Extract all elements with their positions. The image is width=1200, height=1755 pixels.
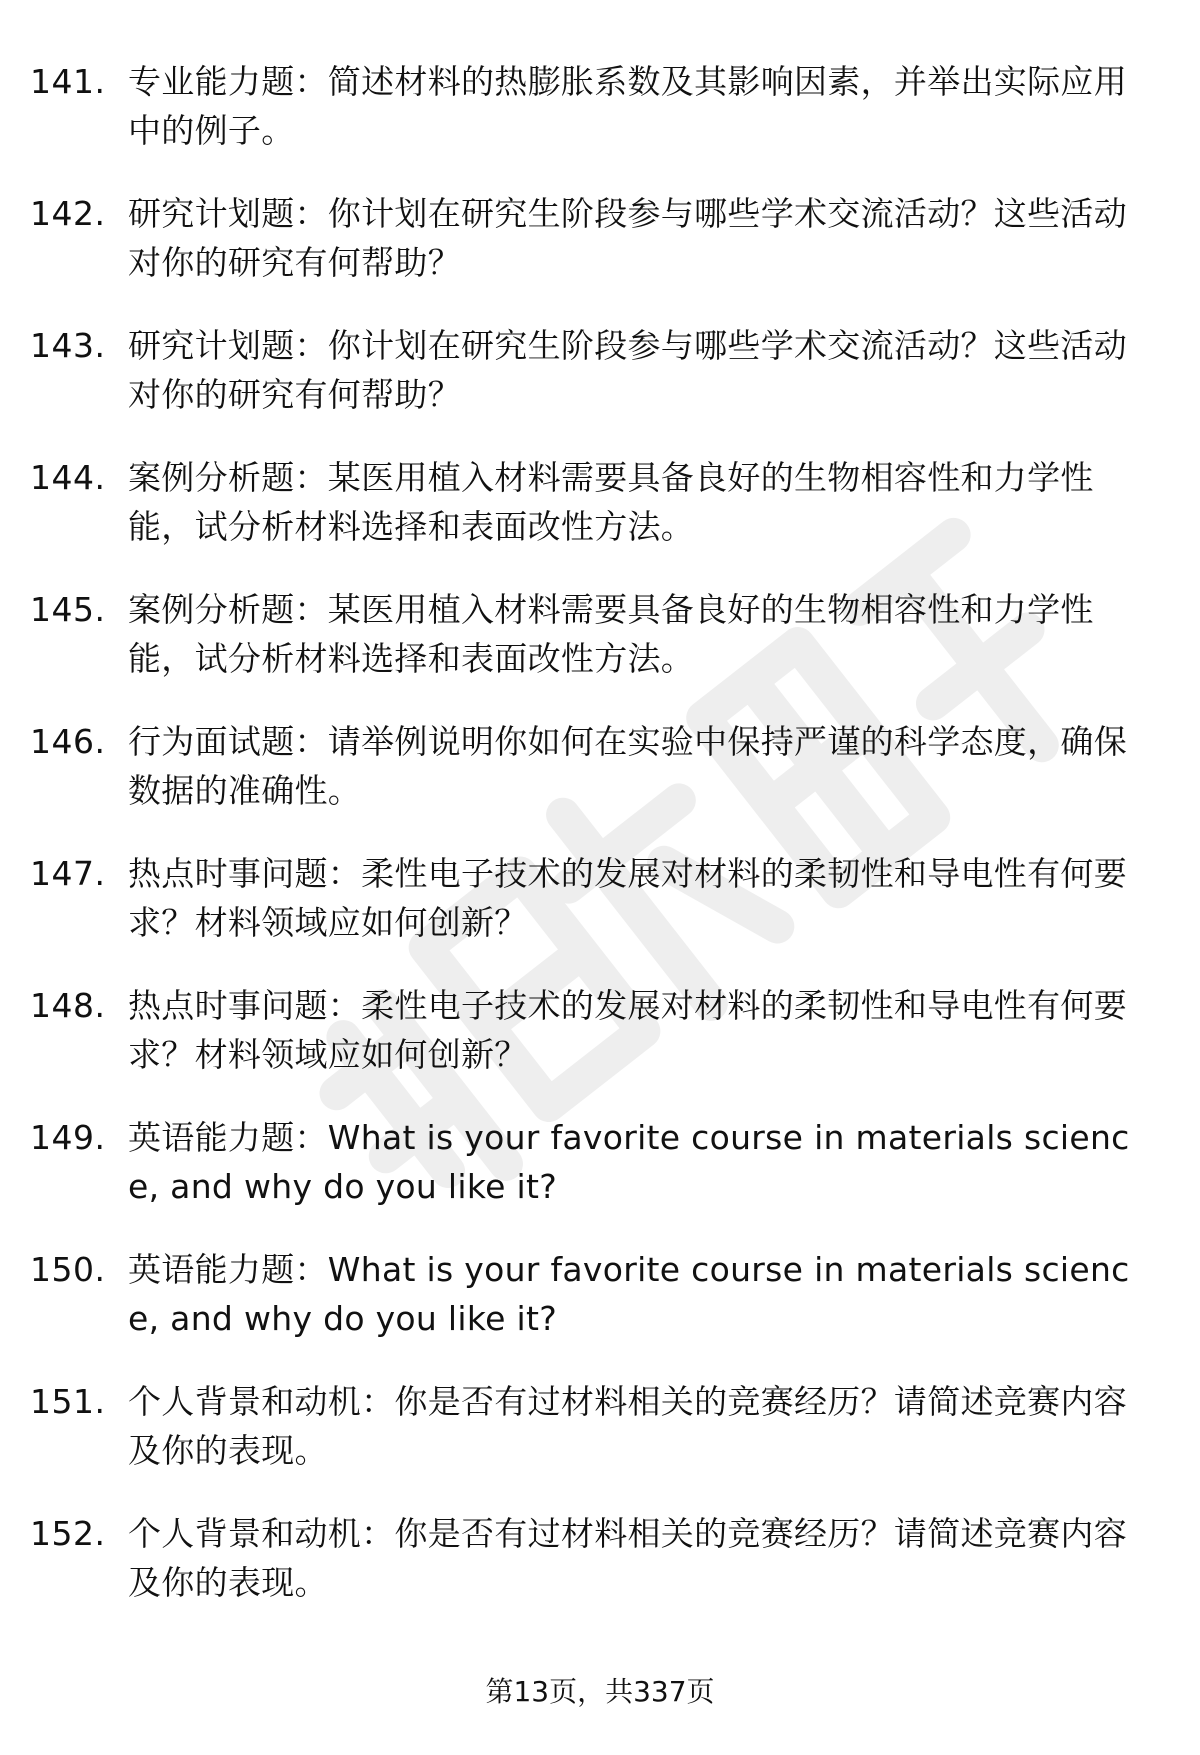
question-item <box>30 849 1150 981</box>
question-text: 个人背景和动机：你是否有过材料相关的竞赛经历？请简述竞赛内容及你的表现。 <box>128 1382 1127 1470</box>
question-item <box>30 585 1150 717</box>
question-number: 150. <box>30 1250 106 1289</box>
question-text: 个人背景和动机：你是否有过材料相关的竞赛经历？请简述竞赛内容及你的表现。 <box>128 1514 1127 1602</box>
question-text: 案例分析题：某医用植入材料需要具备良好的生物相容性和力学性能，试分析材料选择和表面改性方法。 <box>128 458 1094 546</box>
question-number: 146. <box>30 722 106 761</box>
question-text: 案例分析题：某医用植入材料需要具备良好的生物相容性和力学性能，试分析材料选择和表面改性方法。 <box>128 590 1094 678</box>
page-indicator: 第13页，共337页 <box>485 1675 715 1708</box>
question-text: 专业能力题：简述材料的热膨胀系数及其影响因素，并举出实际应用中的例子。 <box>128 62 1127 150</box>
question-item <box>30 1245 1150 1377</box>
question-item <box>30 1509 1150 1641</box>
question-text: 热点时事问题：柔性电子技术的发展对材料的柔韧性和导电性有何要求？材料领域应如何创新？ <box>128 854 1127 942</box>
question-number: 141. <box>30 62 106 101</box>
question-number: 152. <box>30 1514 106 1553</box>
question-item <box>30 981 1150 1113</box>
question-text: 英语能力题：What is your favorite course in materials science, and why do you like it? <box>128 1118 1130 1206</box>
question-item <box>30 1113 1150 1245</box>
question-number: 143. <box>30 326 106 365</box>
question-item <box>30 453 1150 585</box>
question-text: 热点时事问题：柔性电子技术的发展对材料的柔韧性和导电性有何要求？材料领域应如何创新？ <box>128 986 1127 1074</box>
question-text: 行为面试题：请举例说明你如何在实验中保持严谨的科学态度，确保数据的准确性。 <box>128 722 1127 810</box>
question-text: 研究计划题：你计划在研究生阶段参与哪些学术交流活动？这些活动对你的研究有何帮助？ <box>128 326 1127 414</box>
question-item <box>30 189 1150 321</box>
question-item <box>30 1377 1150 1509</box>
question-number: 144. <box>30 458 106 497</box>
question-number: 148. <box>30 986 106 1025</box>
question-text: 研究计划题：你计划在研究生阶段参与哪些学术交流活动？这些活动对你的研究有何帮助？ <box>128 194 1127 282</box>
question-item <box>30 717 1150 849</box>
question-number: 149. <box>30 1118 106 1157</box>
page-footer <box>0 1672 1200 1712</box>
question-text: 英语能力题：What is your favorite course in materials science, and why do you like it? <box>128 1250 1130 1338</box>
question-number: 147. <box>30 854 106 893</box>
question-number: 151. <box>30 1382 106 1421</box>
question-number: 145. <box>30 590 106 629</box>
question-item <box>30 57 1150 189</box>
question-item <box>30 321 1150 453</box>
question-number: 142. <box>30 194 106 233</box>
question-list <box>30 57 1150 1641</box>
